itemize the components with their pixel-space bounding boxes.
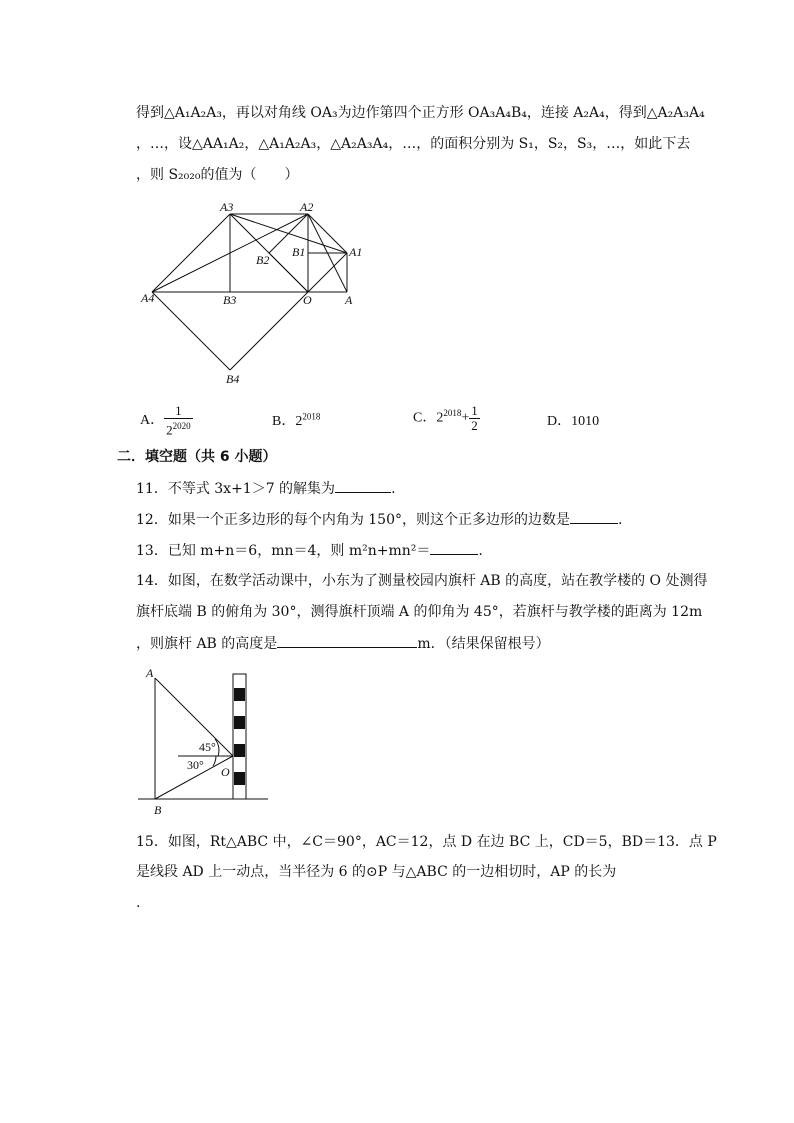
q13: 13．已知 m+n＝6，mn＝4，则 m²n+mn²＝ .	[136, 540, 483, 561]
q15-line-1: 15．如图，Rt△ABC 中，∠C＝90°，AC＝12，点 D 在边 BC 上，CD＝5，BD＝13．点 P	[136, 834, 717, 850]
q10-line-2: ，…，设△AA₁A₂，△A₁A₂A₃，△A₂A₃A₄，…，的面积分别为 S₁，S₂，S₃，…，如此下去	[136, 136, 691, 152]
label-A1: A1	[349, 245, 363, 259]
option-d[interactable]: D．1010	[547, 414, 600, 429]
label-A-flag: A	[146, 666, 154, 680]
label-A2: A2	[300, 200, 314, 214]
q14-line-2: 旗杆底端 B 的俯角为 30°，测得旗杆顶端 A 的仰角为 45°，若旗杆与教学楼的距离为 12m	[136, 604, 703, 620]
label-B-flag: B	[154, 803, 162, 817]
q10-line-1: 得到△A₁A₂A₃，再以对角线 OA₃为边作第四个正方形 OA₃A₄B₄，连接 A₂A₄，得到△A₂A₃A₄	[136, 105, 705, 121]
q12: 12．如果一个正多边形的每个内角为 150°，则这个正多边形的边数是 .	[136, 509, 622, 530]
label-B3: B3	[223, 293, 237, 307]
label-angle-30: 30°	[187, 758, 204, 772]
label-B4: B4	[226, 372, 240, 386]
label-angle-45: 45°	[199, 740, 216, 754]
label-B1: B1	[292, 245, 306, 259]
label-A: A	[345, 293, 353, 307]
q10-line-3: ，则 S₂₀₂₀的值为（ ）	[136, 167, 299, 183]
label-A3: A3	[220, 200, 234, 214]
q11: 11．不等式 3x+1＞7 的解集为 .	[136, 478, 396, 499]
label-O: O	[303, 293, 312, 307]
q14-line-1: 14．如图，在数学活动课中，小东为了测量校园内旗杆 AB 的高度，站在教学楼的 O 处测得	[136, 573, 708, 589]
q15-line-2: 是线段 AD 上一动点，当半径为 6 的⊙P 与△ABC 的一边相切时，AP 的长为	[136, 864, 617, 880]
option-c[interactable]: C．$2^{2018}+$ $\frac{1}{2}$	[413, 403, 478, 433]
q14-line-3: ，则旗杆 AB 的高度是 m．（结果保留根号）	[136, 633, 550, 654]
option-a[interactable]: A． $\frac{1}{2^{2020}}$	[140, 403, 191, 438]
section-title: 二．填空题（共 6 小题）	[117, 449, 277, 465]
label-A4: A4	[141, 291, 155, 305]
label-O-flag: O	[221, 765, 230, 779]
label-B2: B2	[256, 253, 270, 267]
q15-line-3: .	[136, 895, 141, 911]
option-b[interactable]: B．$2^{2018}$	[272, 411, 321, 429]
